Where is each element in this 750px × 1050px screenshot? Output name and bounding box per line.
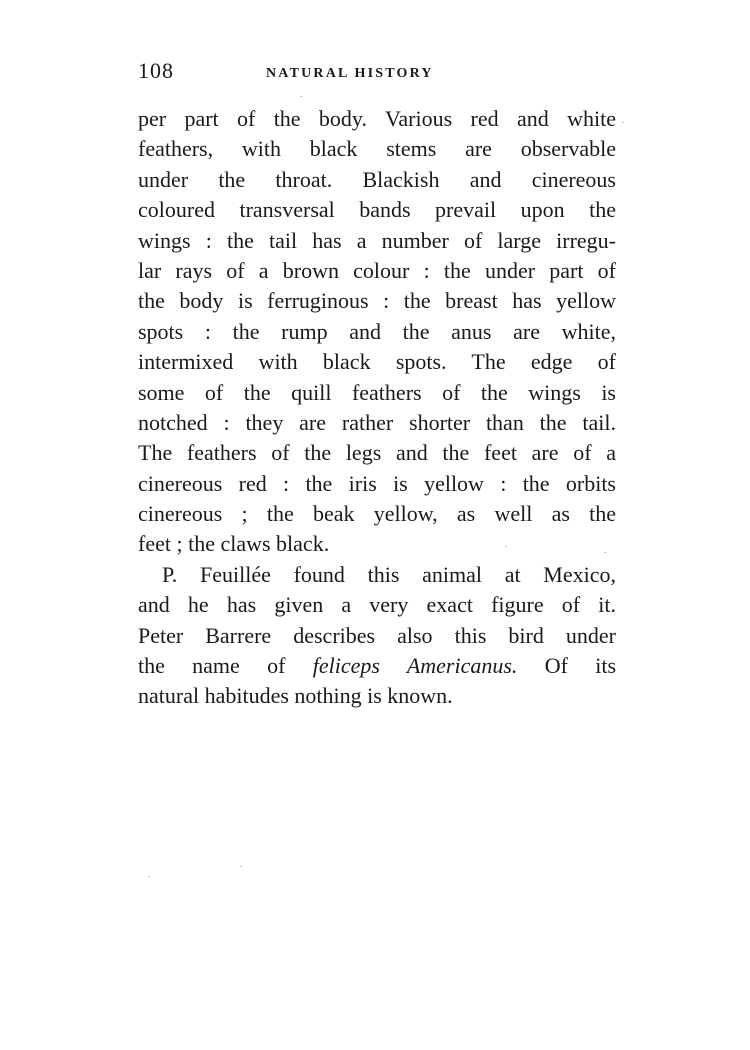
text-line: and he has given a very exact figure of it. — [138, 592, 616, 618]
body-text — [138, 104, 616, 712]
paragraph-2 — [138, 560, 616, 712]
page-number: 108 — [138, 58, 174, 83]
text-fragment: Of its — [517, 653, 617, 679]
text-line: The feathers of the legs and the feet are of a — [138, 440, 616, 466]
italic-species-name: feliceps Americanus. — [312, 653, 518, 679]
text-line: P. Feuillée found this animal at Mexico, — [162, 561, 616, 587]
text-line: coloured transversal bands prevail upon the — [138, 197, 616, 223]
text-line: under the throat. Blackish and cinereous — [138, 166, 616, 192]
text-line: per part of the body. Various red and white — [138, 106, 616, 131]
text-line: the body is ferruginous : the breast has yellow — [138, 288, 616, 314]
text-line: Peter Barrere describes also this bird under — [138, 622, 616, 648]
text-line: notched : they are rather shorter than the tail. — [138, 409, 616, 435]
text-line: wings : the tail has a number of large irregu- — [138, 227, 616, 253]
paper-speck — [604, 552, 606, 553]
paragraph-1 — [138, 104, 616, 560]
text-line: cinereous red : the iris is yellow : the orbits — [138, 470, 616, 496]
text-line: feet ; the claws black. — [138, 531, 330, 557]
paper-speck — [300, 96, 302, 97]
text-line: feathers, with black stems are observable — [138, 136, 616, 162]
paper-speck — [505, 546, 507, 547]
text-line: cinereous ; the beak yellow, as well as the — [138, 501, 616, 527]
text-line: lar rays of a brown colour : the under part of — [138, 257, 616, 283]
paper-speck — [148, 876, 150, 877]
text-fragment: the name of — [138, 653, 313, 679]
text-line — [138, 651, 616, 681]
text-line: natural habitudes nothing is known. — [138, 683, 453, 709]
text-line: intermixed with black spots. The edge of — [138, 349, 616, 375]
paper-speck — [622, 122, 624, 123]
running-head — [138, 58, 618, 92]
paper-speck — [240, 866, 242, 867]
running-title: NATURAL HISTORY — [266, 66, 434, 81]
text-line: spots : the rump and the anus are white, — [138, 318, 616, 344]
text-line: some of the quill feathers of the wings is — [138, 379, 616, 405]
